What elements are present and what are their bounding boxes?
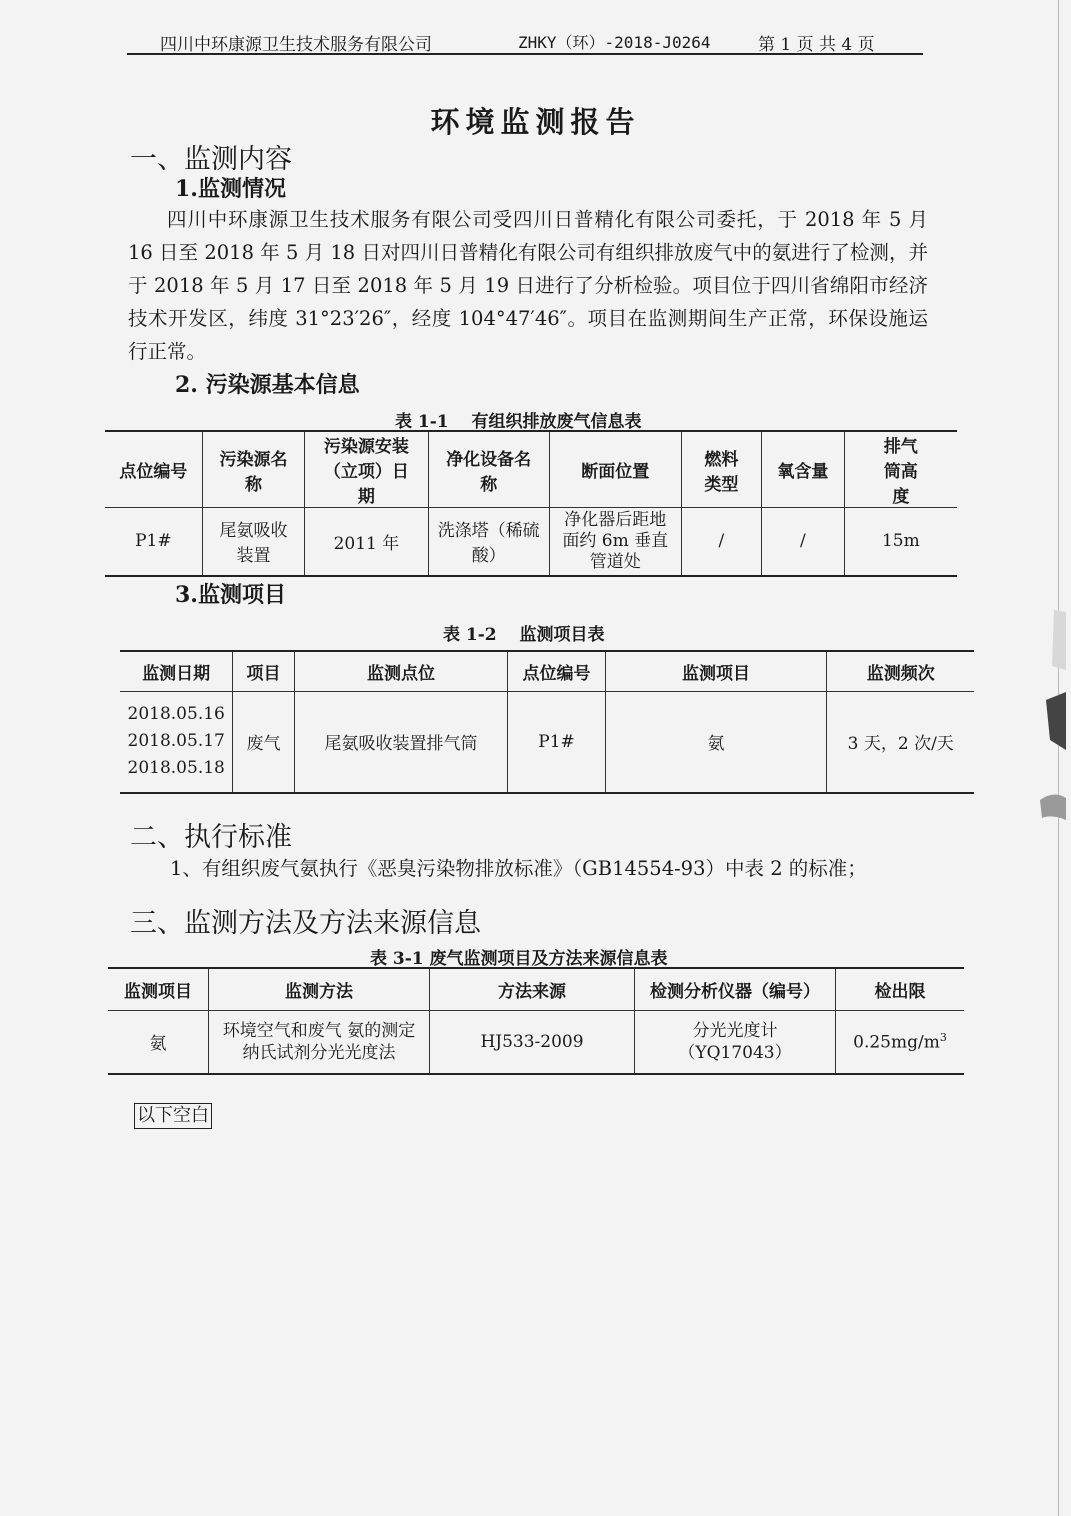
detection-limit-superscript: 3 [939, 1030, 947, 1044]
table1-2-caption: 表 1-2 监测项目表 [443, 625, 605, 645]
pollution-source-table [105, 430, 957, 577]
section1-heading: 一、监测内容 [130, 144, 292, 175]
table-header-cell: 净化设备名称 [428, 431, 549, 508]
table-cell: / [762, 508, 845, 576]
standard-text: 1、有组织废气氨执行《恶臭污染物排放标准》（GB14554-93）中表 2 的标准； [170, 857, 867, 880]
detection-limit: 0.25mg/m [853, 1032, 940, 1053]
table-cell: 环境空气和废气 氨的测定 纳氏试剂分光光度法 [209, 1010, 430, 1074]
header-company: 四川中环康源卫生技术服务有限公司 [160, 35, 432, 55]
table-header-cell: 监测项目 [605, 651, 827, 691]
section1-sub2-heading: 2. 污染源基本信息 [175, 372, 360, 398]
section1-sub3-heading: 3.监测项目 [175, 582, 286, 608]
table-header-cell: 项目 [233, 651, 294, 691]
table-cell: / [681, 508, 761, 576]
table-cell: 废气 [233, 691, 294, 793]
table-header-cell: 断面位置 [549, 431, 681, 508]
monitoring-dates-cell [120, 691, 233, 793]
table-row [120, 691, 974, 793]
table-cell: HJ533-2009 [430, 1010, 635, 1074]
table-header-cell: 点位编号 [508, 651, 605, 691]
table-header-cell: 检测分析仪器（编号） [635, 968, 836, 1010]
table-header-row [105, 431, 957, 508]
table-row [108, 1010, 964, 1074]
monitoring-date: 2018.05.17 [127, 731, 225, 752]
table1-1-caption: 表 1-1 有组织排放废气信息表 [395, 412, 642, 432]
table-header-cell: 监测项目 [108, 968, 209, 1010]
header-rule [127, 53, 923, 55]
monitoring-date: 2018.05.18 [127, 758, 225, 779]
table-cell: P1# [105, 508, 202, 576]
monitoring-date: 2018.05.16 [127, 704, 225, 725]
section2-heading: 二、执行标准 [130, 822, 292, 853]
end-of-content-note: 以下空白 [134, 1103, 212, 1129]
table-header-cell: 监测点位 [294, 651, 508, 691]
section3-heading: 三、监测方法及方法来源信息 [130, 908, 481, 939]
table-cell: 尾氨吸收装置 [202, 508, 305, 576]
table-header-cell: 污染源名称 [202, 431, 305, 508]
table-cell: 2011 年 [305, 508, 428, 576]
table-header-cell: 监测频次 [827, 651, 974, 691]
table-header-cell: 点位编号 [105, 431, 202, 508]
table-cell: 3 天，2 次/天 [827, 691, 974, 793]
instrument-cell [635, 1010, 836, 1074]
report-title: 环境监测报告 [430, 105, 641, 139]
method-source-table [108, 967, 964, 1075]
header-page-number: 第 1 页 共 4 页 [758, 35, 875, 55]
table-cell: 尾氨吸收装置排气筒 [294, 691, 508, 793]
section1-sub1-heading: 1.监测情况 [175, 176, 286, 202]
table-header-cell: 方法来源 [430, 968, 635, 1010]
table-cell: P1# [508, 691, 605, 793]
table-cell: 15m [844, 508, 957, 576]
table-header-cell: 排气筒高度 [844, 431, 957, 508]
table-cell: 净化器后距地面约 6m 垂直管道处 [549, 508, 681, 576]
monitoring-description: 四川中环康源卫生技术服务有限公司受四川日普精化有限公司委托，于 2018 年 5 月 16 日至 2018 年 5 月 18 日对四川日普精化有限公司有组织排放废气中的氨进行了检测，并于 2018 年 5 月 17 日至 2018 年 5 月 19 日进行了分析检验。项目位于四川省绵阳市经济技术开发区，纬度 31°23′26″，经度 104°47′46″。项目在监测期间生产正常，环保设施运行正常。 [128, 208, 928, 363]
instrument-name: 分光光度计 [692, 1020, 778, 1041]
table-header-cell: 污染源安装（立项）日期 [305, 431, 428, 508]
table-header-row [108, 968, 964, 1010]
table-header-cell: 氧含量 [762, 431, 845, 508]
table-header-cell: 监测日期 [120, 651, 233, 691]
header-report-no: ZHKY（环）-2018-J0264 [518, 33, 711, 52]
table-header-cell: 燃料类型 [681, 431, 761, 508]
monitoring-items-table [120, 650, 974, 794]
table-cell: 氨 [108, 1010, 209, 1074]
table3-1-caption: 表 3-1 废气监测项目及方法来源信息表 [370, 949, 668, 969]
table-header-cell: 监测方法 [209, 968, 430, 1010]
table-cell: 氨 [605, 691, 827, 793]
instrument-number: （YQ17043） [678, 1042, 792, 1063]
detection-limit-cell [836, 1010, 965, 1074]
table-header-cell: 检出限 [836, 968, 965, 1010]
table-header-row [120, 651, 974, 691]
table-row [105, 508, 957, 576]
partial-seal-stamp [1036, 600, 1066, 830]
table-cell: 洗涤塔（稀硫酸） [428, 508, 549, 576]
